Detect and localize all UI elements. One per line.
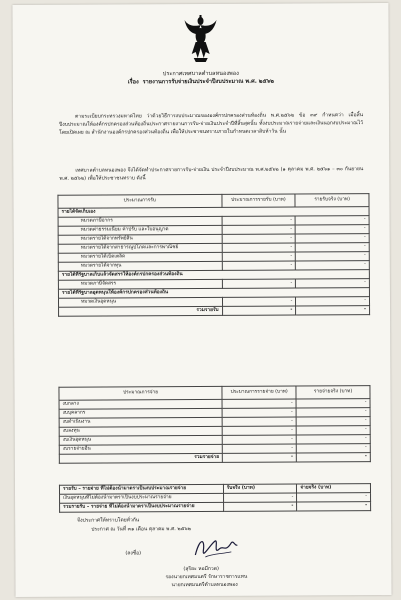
- expense-total-estimate: -: [223, 453, 297, 462]
- expense-category: งบบุคลากร: [59, 408, 222, 418]
- expense-estimate: -: [222, 426, 296, 435]
- expense-table: [58, 385, 370, 464]
- expense-actual: -: [296, 435, 370, 444]
- announce-text: จึงประกาศให้ทราบโดยทั่วกัน: [77, 517, 140, 524]
- announce-date: ประกาศ ณ วันที่ ๓๑ เดือน ตุลาคม พ.ศ. ๒๕๖๒: [91, 526, 191, 533]
- off-budget-category: เงินอุดหนุนที่ไม่ต้องนำมาตราเป็นงบประมาณรายจ่าย: [60, 493, 224, 503]
- income-actual: -: [295, 225, 369, 234]
- expense-total-actual: -: [296, 453, 370, 462]
- income-estimate: -: [222, 279, 296, 288]
- expense-actual: -: [296, 399, 370, 408]
- statement-paragraph: เทศบาลตำบลหนองพอง จึงได้จัดทำประกาศรายการรับ-จ่ายเงิน ประจำปีงบประมาณ พ.ศ.๒๕๖๒ (๑ ตุลาคม พ.ศ. ๒๕๖๑ – ๓๐ กันยายน พ.ศ. ๒๕๖๒) เพื่อให้ประชาชนทราบ ดังนี้: [59, 166, 364, 182]
- document-sheet: [12, 3, 391, 597]
- signer-position: รองนายกเทศมนตรี รักษาราชการแทน: [165, 573, 248, 581]
- signer-name: (สุริยะ หอมีกวด): [183, 565, 219, 573]
- income-total-actual: -: [296, 306, 370, 315]
- garuda-emblem-icon: [184, 14, 218, 64]
- expense-column-header: ประมาณการรายจ่าย (บาท): [222, 386, 296, 399]
- expense-actual: -: [296, 426, 370, 435]
- income-category: หมวดค่าธรรมเนียม ค่าปรับ และใบอนุญาต: [58, 225, 222, 235]
- expense-category: งบกลาง: [59, 399, 222, 409]
- income-column-header: ประมาณการรับ: [58, 194, 222, 208]
- income-actual: -: [296, 234, 370, 243]
- income-table: [57, 193, 370, 317]
- income-total-estimate: -: [222, 306, 296, 315]
- off-budget-total-paid: -: [297, 502, 371, 511]
- expense-actual: -: [296, 417, 370, 426]
- income-section-title: รายได้จัดเก็บเอง: [58, 207, 369, 218]
- expense-column-header: ประมาณการจ่าย: [59, 386, 222, 400]
- off-budget-total-row: [60, 502, 371, 513]
- expense-category: งบรายจ่ายอื่น: [59, 444, 222, 454]
- expense-total-row: [59, 453, 370, 464]
- income-total-label: รวมรายรับ: [59, 306, 223, 316]
- signed-label: (ลงชื่อ): [125, 550, 142, 557]
- income-category: หมวดรายได้จากสาธารณูปโภคและการพาณิชย์: [58, 243, 222, 253]
- income-actual: -: [296, 243, 370, 252]
- income-column-header: ประมาณการรายรับ (บาท): [221, 194, 295, 207]
- off-budget-total-label: รวมรายรับ – รายจ่าย ที่ไม่ต้องนำมาตราเป็นงบประมาณรายจ่าย: [60, 502, 224, 512]
- income-estimate: -: [222, 252, 296, 261]
- income-estimate: -: [222, 261, 296, 270]
- off-budget-total-received: -: [223, 502, 297, 511]
- signature-icon: [191, 535, 239, 563]
- income-estimate: -: [222, 216, 296, 225]
- intro-paragraph: ตามระเบียบกระทรวงมหาดไทย ว่าด้วยวิธีการงบประมาณขององค์กรปกครองส่วนท้องถิ่น พ.ศ.๒๕๖๒ ข้อ ๓๙ กำหนดว่า เมื่อสิ้นปีงบประมาณให้องค์กรปกครองส่วนท้องถิ่นประกาศรายงานการรับ-จ่ายเงินประจำปีที่สิ้นสุดนั้น ทั้งงบประมาณรายจ่ายและเงินนอกงบประมาณไว้โดยเปิดเผย ณ สำนักงานองค์กรปกครองส่วนท้องถิ่น เพื่อให้ประชาชนทราบภายในกำหนดเวลาสิบห้าวัน นั้น: [59, 112, 364, 137]
- income-estimate: -: [222, 243, 296, 252]
- off-budget-column-header: รับจริง (บาท): [223, 484, 297, 493]
- expense-category: งบดำเนินงาน: [59, 417, 222, 427]
- expense-category: งบเงินอุดหนุน: [59, 435, 222, 445]
- expense-total-label: รวมรายจ่าย: [59, 453, 222, 463]
- expense-estimate: -: [222, 399, 296, 408]
- off-budget-paid: -: [297, 493, 371, 502]
- expense-category: งบลงทุน: [59, 426, 222, 436]
- expense-estimate: -: [222, 408, 296, 417]
- income-category: หมวดภาษีอากร: [58, 216, 222, 226]
- income-section-title: รายได้ที่รัฐบาลเก็บแล้วจัดสรรให้องค์กรปกครองส่วนท้องถิ่น: [58, 270, 369, 281]
- income-estimate: -: [222, 297, 296, 306]
- subject-label: เรื่อง: [127, 79, 139, 86]
- income-category: หมวดรายได้จากทรัพย์สิน: [58, 234, 222, 244]
- income-actual: -: [296, 252, 370, 261]
- income-actual: -: [296, 297, 370, 306]
- income-section-title: รายได้ที่รัฐบาลอุดหนุนให้องค์กรปกครองส่วนท้องถิ่น: [58, 288, 369, 299]
- income-column-header: รายรับจริง (บาท): [295, 194, 369, 207]
- off-budget-table: [59, 483, 371, 513]
- expense-estimate: -: [222, 417, 296, 426]
- document-title: ประกาศเทศบาลตำบลหนองพอง: [162, 70, 239, 78]
- income-category: หมวดเงินอุดหนุน: [58, 297, 222, 307]
- expense-column-header: รายจ่ายจริง (บาท): [296, 386, 370, 399]
- income-actual: -: [296, 261, 370, 270]
- income-category: หมวดรายได้เบ็ดเตล็ด: [58, 252, 222, 262]
- off-budget-received: -: [223, 493, 297, 502]
- income-total-row: [59, 306, 370, 317]
- income-actual: -: [296, 279, 370, 288]
- expense-actual: -: [296, 444, 370, 453]
- off-budget-column-header: รายรับ – รายจ่าย ที่ไม่ต้องนำมาตราเป็นงบประมาณรายจ่าย: [59, 484, 223, 494]
- document-subject: [13, 78, 389, 87]
- subject-text: รายงานการรับจ่ายเงินประจำปีงบประมาณ พ.ศ. ๒๕๖๒: [142, 78, 274, 86]
- income-category: หมวดภาษีจัดสรร: [58, 279, 222, 289]
- expense-actual: -: [296, 408, 370, 417]
- expense-estimate: -: [222, 444, 296, 453]
- income-estimate: -: [222, 234, 296, 243]
- income-actual: -: [295, 216, 369, 225]
- expense-estimate: -: [222, 435, 296, 444]
- income-category: หมวดรายได้จากทุน: [58, 261, 222, 271]
- income-estimate: -: [222, 225, 296, 234]
- signer-title: นายกเทศมนตรีตำบลหนองพอง: [171, 581, 238, 589]
- off-budget-column-header: จ่ายจริง (บาท): [297, 484, 371, 493]
